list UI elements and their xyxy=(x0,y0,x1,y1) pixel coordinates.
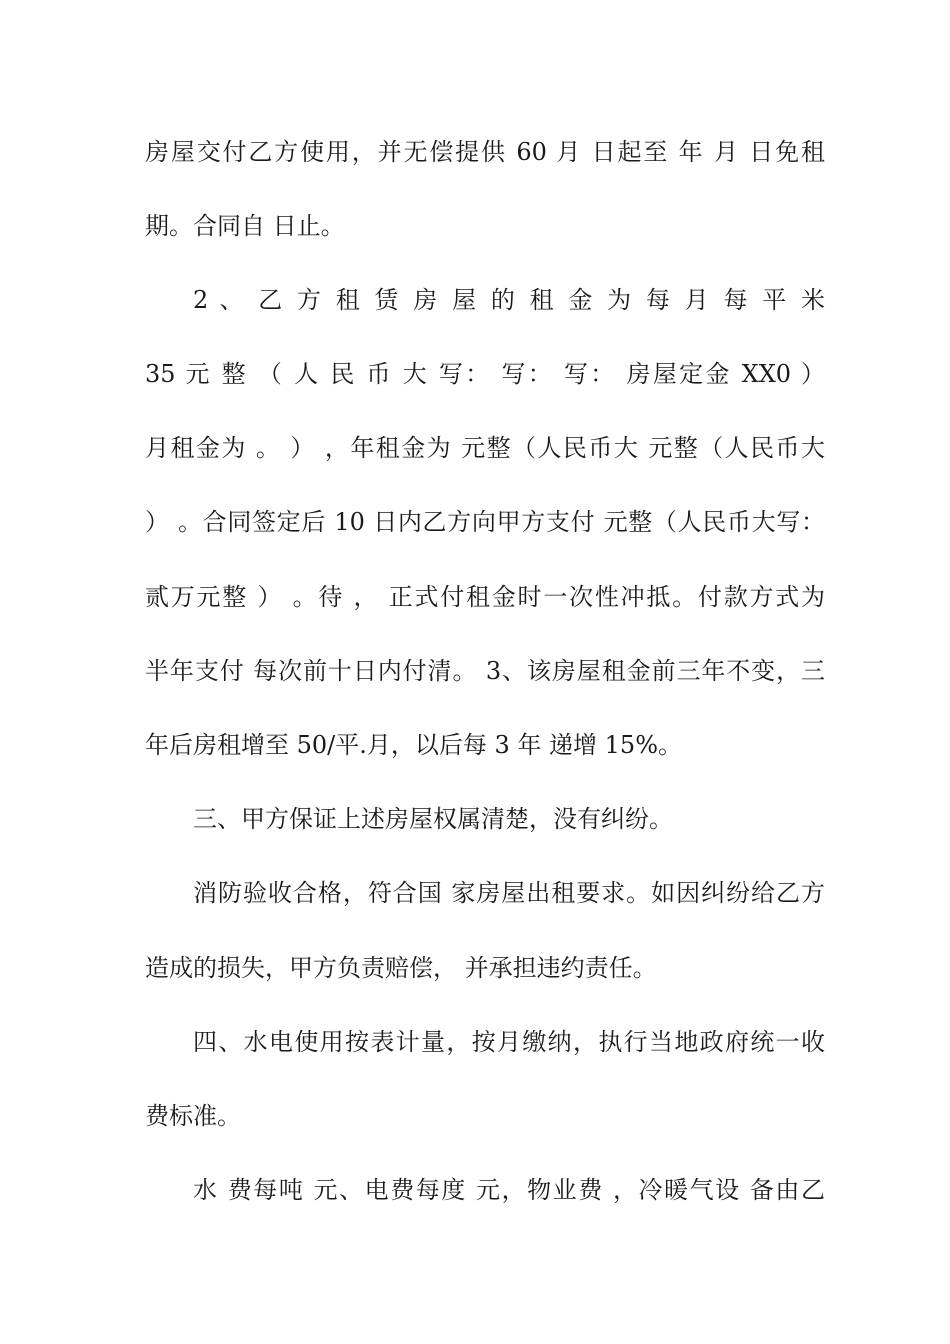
text-line-5: 月租金为 。 ） ，年租金为 元整（人民币大 元整（人民币大 xyxy=(145,434,825,462)
text-line-15: 水 费每吨 元、电费每度 元，物业费 ，冷暖气设 备由乙 xyxy=(193,1176,825,1204)
text-line-3: 2 、 乙 方 租 赁 房 屋 的 租 金 为 每 月 每 平 米 xyxy=(193,286,825,314)
text-line-14: 费标准。 xyxy=(145,1102,241,1130)
text-line-4: 35 元 整 （ 人 民 币 大 写： 写： 写： 房屋定金 XX0 ） xyxy=(145,360,825,388)
text-line-8: 半年支付 每次前十日内付清。 3、该房屋租金前三年不变，三 xyxy=(145,657,825,685)
text-line-9: 年后房租增至 50/平.月，以后每 3 年 递增 15%。 xyxy=(145,731,683,759)
text-line-6: ） 。合同签定后 10 日内乙方向甲方支付 元整（人民币大写： xyxy=(145,508,825,536)
text-line-13: 四、水电使用按表计量，按月缴纳，执行当地政府统一收 xyxy=(193,1028,825,1056)
text-line-7: 贰万元整 ） 。待 ， 正式付租金时一次性冲抵。付款方式为 xyxy=(145,583,825,611)
text-line-12: 造成的损失，甲方负责赔偿， 并承担违约责任。 xyxy=(145,954,657,982)
text-line-11: 消防验收合格，符合国 家房屋出租要求。如因纠纷给乙方 xyxy=(193,879,825,907)
text-line-10: 三、甲方保证上述房屋权属清楚，没有纠纷。 xyxy=(193,805,673,833)
text-line-2: 期。合同自 日止。 xyxy=(145,212,345,240)
text-line-1: 房屋交付乙方使用，并无偿提供 60 月 日起至 年 月 日免租 xyxy=(145,138,825,166)
